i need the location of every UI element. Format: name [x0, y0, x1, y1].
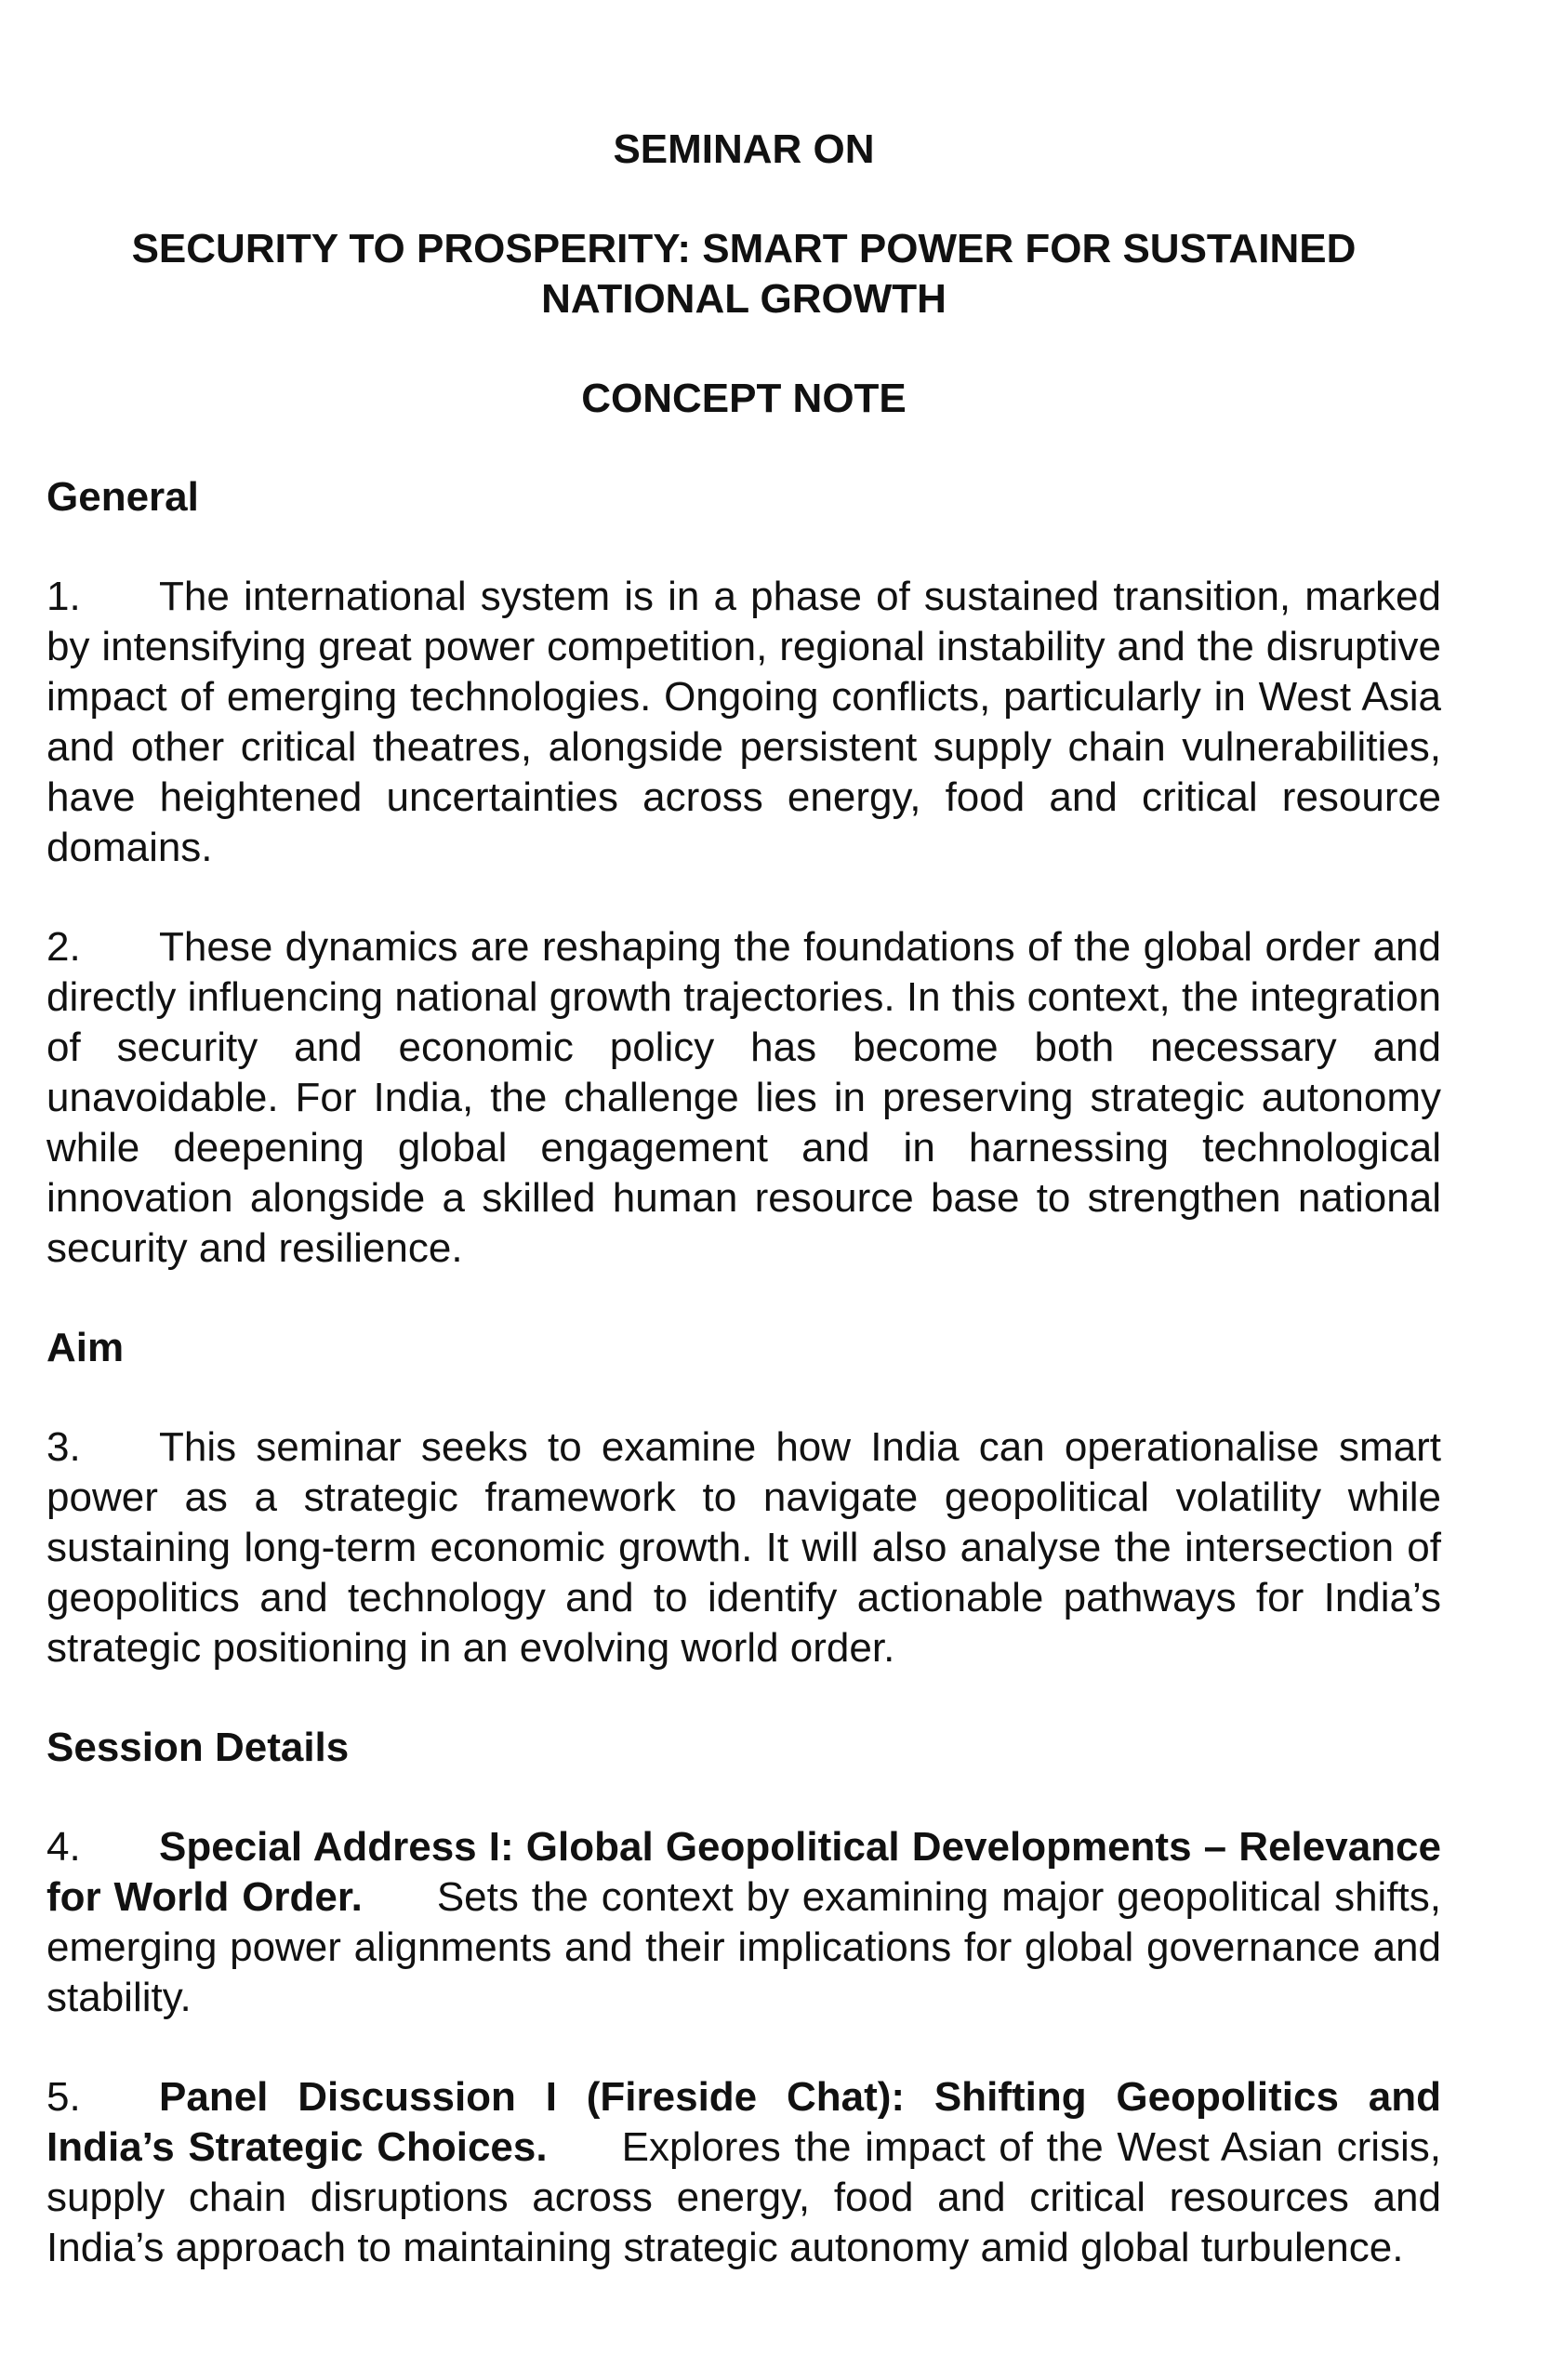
- section-heading-aim: Aim: [46, 1325, 125, 1370]
- paragraph-1: [46, 572, 1441, 873]
- section-heading-session-details: Session Details: [46, 1725, 350, 1770]
- paragraph-number: 2.: [46, 924, 81, 970]
- paragraph-text: The international system is in a phase of sustained transition, marked by intensifying great power competition, regional instability and the disruptive impact of emerging technologies. Ongoing conflicts, particularly in West Asia and other critical theatres, alongside persistent supply chain vulnerabilities, have heightened uncertainties across energy, food and critical resource domains.: [46, 574, 1441, 870]
- section-heading-general: General: [46, 474, 199, 520]
- paragraph-number: 3.: [46, 1424, 81, 1470]
- title-seminar-theme: [46, 224, 1441, 324]
- paragraph-text: Sets the context by examining major geopolitical shifts, emerging power alignments and their implications for global governance and stability.: [46, 1874, 1442, 2020]
- paragraph-number: 4.: [46, 1824, 81, 1870]
- session-title: Panel Discussion I (Fireside Chat): Shifting Geopolitics and India’s Strategic Choices.: [46, 2074, 1441, 2170]
- paragraph-number: 5.: [46, 2074, 81, 2120]
- paragraph-5: [46, 2072, 1441, 2273]
- paragraph-text: This seminar seeks to examine how India can operationalise smart power as a strategic framework to navigate geopolitical volatility while sustaining long-term economic growth. It will also analyse the intersection of geopolitics and technology and to identify actionable pathways for India’s strategic positioning in an evolving world order.: [46, 1424, 1441, 1671]
- session-title: Special Address I: Global Geopolitical Developments – Relevance for World Order.: [46, 1824, 1441, 1920]
- paragraph-4: [46, 1822, 1441, 2023]
- title-concept-note: CONCEPT NOTE: [581, 376, 907, 421]
- paragraph-text: Explores the impact of the West Asian crisis, supply chain disruptions across energy, food and critical resources and India’s approach to maintaining strategic autonomy amid global turbulence.: [46, 2124, 1441, 2270]
- title-theme-text: SECURITY TO PROSPERITY: SMART POWER FOR SUSTAINED NATIONAL GROWTH: [131, 226, 1357, 322]
- paragraph-number: 1.: [46, 574, 81, 619]
- paragraph-text: These dynamics are reshaping the foundations of the global order and directly influencing national growth trajectories. In this context, the integration of security and economic policy has become both necessary and unavoidable. For India, the challenge lies in preserving strategic autonomy while deepening global engagement and in harnessing technological innovation alongside a skilled human resource base to strengthen national security and resilience.: [46, 924, 1441, 1271]
- title-seminar-on: SEMINAR ON: [613, 126, 875, 172]
- paragraph-3: [46, 1422, 1441, 1673]
- paragraph-2: [46, 922, 1441, 1274]
